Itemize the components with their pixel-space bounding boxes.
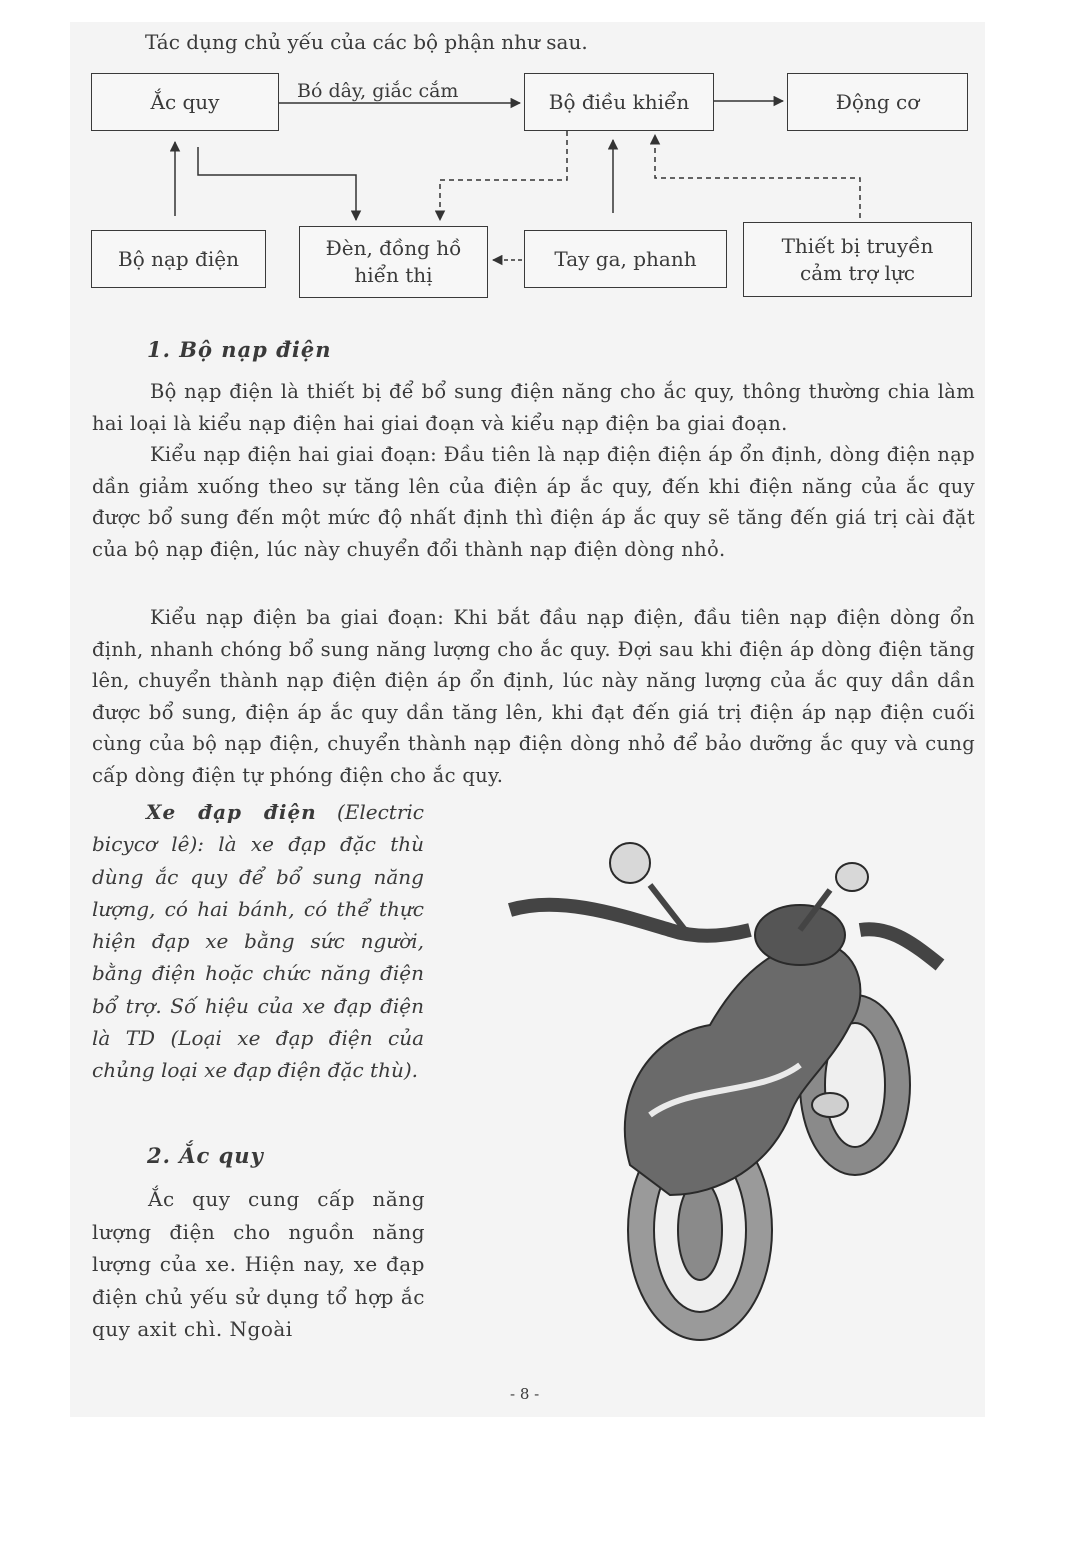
node-battery-label: Ắc quy	[150, 89, 220, 114]
definition-text: (Electric bicycơ lê): là xe đạp đặc thù dùng ắc quy để bổ sung năng lượng, có hai bánh, có thể thực hiện đạp xe bằng sức người, bằng điện hoặc chức năng điện bổ trợ. Số hiệu của xe đạp điện là TD (Loại xe đạp điện của chủng loại xe đạp điện đặc thù).	[92, 800, 424, 1083]
page-number: - 8 -	[510, 1385, 540, 1403]
edge-sensor-controller	[655, 135, 860, 218]
definition-term: Xe đạp điện	[146, 800, 317, 824]
intro-text: Tác dụng chủ yếu của các bộ phận như sau.	[145, 30, 588, 54]
node-sensor-line2: cảm trợ lực	[800, 260, 915, 285]
electric-bicycle-illustration	[500, 835, 950, 1355]
node-charger-label: Bộ nạp điện	[118, 246, 239, 271]
edge-label-wiring: Bó dây, giắc cắm	[297, 80, 459, 102]
node-display-line2: hiển thị	[354, 263, 433, 287]
node-controller-label: Bộ điều khiển	[548, 89, 690, 114]
section1-paragraph-2: Kiểu nạp điện hai giai đoạn: Đầu tiên là nạp điện điện áp ổn định, dòng điện nạp dần giảm xuống theo sự tăng lên của điện áp ắc quy, đến khi điện năng của ắc quy được bổ sung đến một mức độ nhất định thì điện áp ắc quy sẽ tăng đến giá trị cài đặt của bộ nạp điện, lúc này chuyển đổi thành nạp điện dòng nhỏ.	[92, 443, 975, 561]
section1-paragraph-3: Kiểu nạp điện ba giai đoạn: Khi bắt đầu nạp điện, đầu tiên nạp điện dòng ổn định, nhanh chóng bổ sung năng lượng cho ắc quy. Đợi sau khi điện áp dòng điện tăng lên, chuyển thành nạp điện điện áp ổn định, lúc này năng lượng của ắc quy dần dần được bổ sung, điện áp ắc quy dần tăng lên, khi đạt đến giá trị điện áp nạp điện cuối cùng của bộ nạp điện, chuyển thành nạp điện dòng nhỏ để bảo dưỡng ắc quy và cung cấp dòng điện tự phóng điện cho ắc quy.	[92, 606, 975, 787]
section2-heading: 2. Ắc quy	[147, 1143, 264, 1168]
diagram-connectors	[0, 0, 1081, 320]
section2-paragraph-1: Ắc quy cung cấp năng lượng điện cho nguồn năng lượng của xe. Hiện nay, xe đạp điện chủ yếu sử dụng tổ hợp ắc quy axit chì. Ngoài	[92, 1187, 425, 1341]
section1-paragraph-1: Bộ nạp điện là thiết bị để bổ sung điện năng cho ắc quy, thông thường chia làm hai loại là kiểu nạp điện hai giai đoạn và kiểu nạp điện ba giai đoạn.	[92, 380, 975, 435]
node-motor-label: Động cơ	[835, 89, 920, 114]
node-sensor-line1: Thiết bị truyền	[781, 233, 934, 258]
node-display-line1: Đèn, đồng hồ	[325, 236, 462, 260]
edge-controller-display	[440, 131, 567, 220]
section1-heading: 1. Bộ nạp điện	[147, 337, 332, 362]
definition-block	[92, 796, 424, 1087]
edge-battery-display	[198, 147, 356, 220]
node-throttle-label: Tay ga, phanh	[554, 246, 697, 271]
